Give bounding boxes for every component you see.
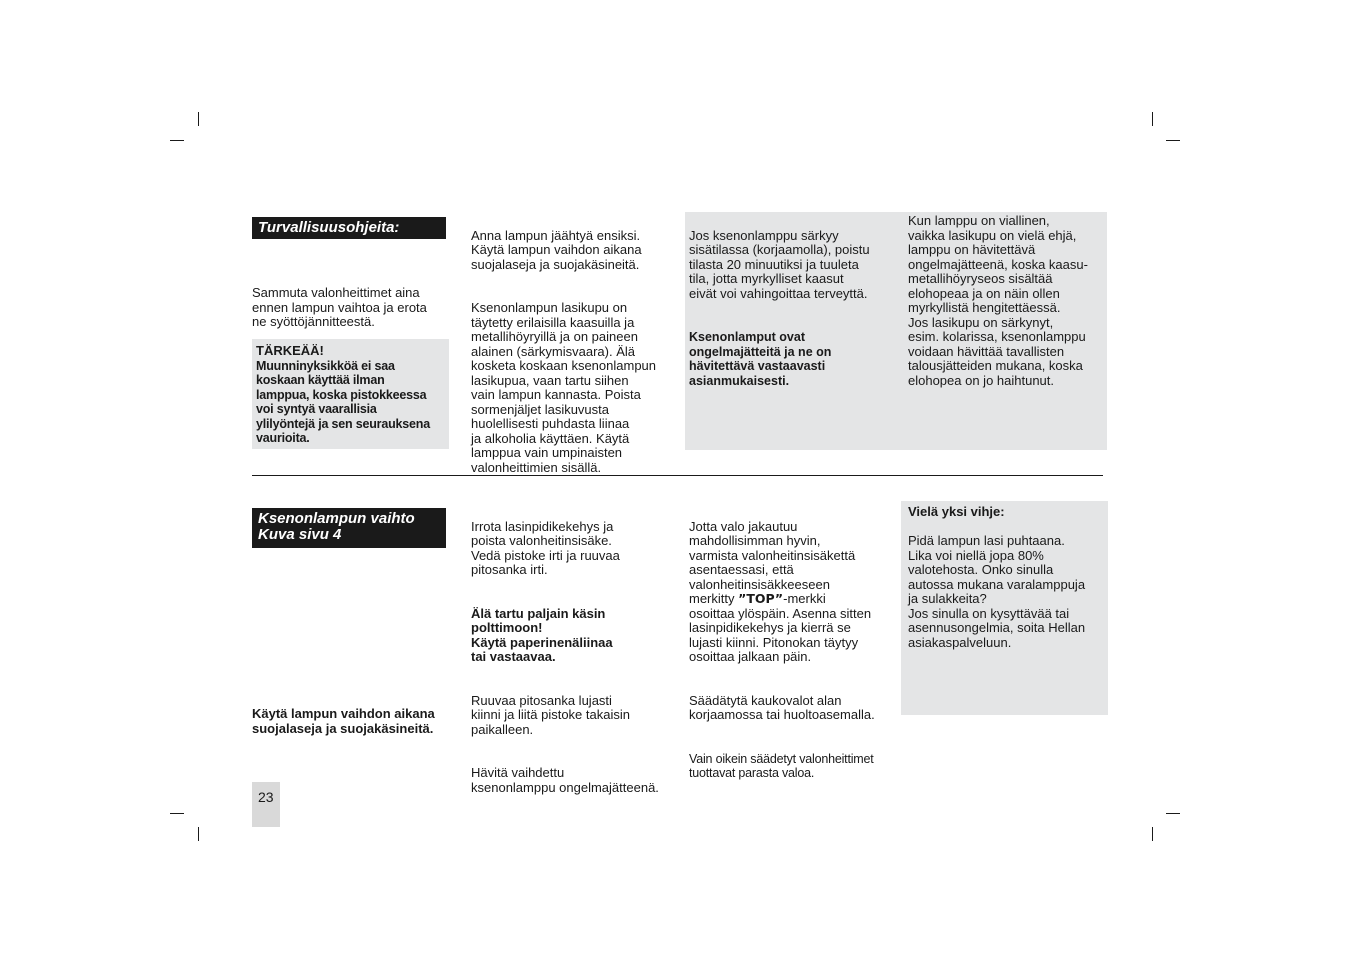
do-not-touch-paragraph: Älä tartu paljain käsin polttimoon! Käytä paperinenäliinaa tai vastaavaa.	[471, 605, 613, 664]
install-insert-text-before: Jotta valo jakautuu mahdollisimman hyvin, varmista valonheitinsisäkettä asentaessasi, että valonheitinsisäkkeeseen merkitty	[689, 518, 856, 606]
install-insert-text-after: -merkki osoittaa ylöspäin. Asenna sitten lasinpidikekehys ja kierrä se lujasti kiinni. Pitonokan täytyy osoittaa jalkaan päin.	[689, 591, 872, 664]
safety-column-2	[471, 214, 676, 490]
crop-mark-bottom-left-vertical	[198, 827, 199, 841]
crop-mark-bottom-left-horizontal	[170, 813, 184, 814]
page-number: 23	[252, 782, 280, 827]
protective-gear-note: Käytä lampun vaihdon aikana suojalaseja ja suojakäsineitä.	[252, 706, 435, 736]
crop-mark-top-right-vertical	[1152, 112, 1153, 126]
section-heading-safety: Turvallisuusohjeita:	[252, 217, 446, 239]
broken-lamp-paragraph: Jos ksenonlamppu särkyy sisätilassa (korjaamolla), poistu tilasta 20 minuutiksi ja tuuleta tila, jotta myrkylliset kaasut eivät voi vahingoittaa terveyttä.	[689, 227, 870, 301]
section-heading-xenon-replacement: Ksenonlampun vaihto Kuva sivu 4	[252, 508, 446, 548]
safety-intro-text: Sammuta valonheittimet aina ennen lampun vaihtoa ja erota ne syöttöjännitteestä.	[252, 285, 427, 329]
section-divider	[252, 475, 1103, 476]
glass-bulb-paragraph: Ksenonlampun lasikupu on täytetty erilaisilla kaasuilla ja metallihöyryillä ja on paineen alainen (särkymisvaara). Älä kosketa koskaan ksenonlampun lasikupua, vaan tartu siihen vain lampun kannasta. Poista sormenjäljet lasikuvusta huolellisesti puhdasta liinaa ja alkoholia käyttäen. Käytä lamppua vain umpinaisten valonheittimien sisällä.	[471, 300, 657, 475]
top-mark-label: ”TOP”	[738, 591, 784, 606]
crop-mark-bottom-right-vertical	[1152, 827, 1153, 841]
crop-mark-bottom-right-horizontal	[1166, 813, 1180, 814]
important-notice-text: Muunninyksikköä ei saa koskaan käyttää ilman lamppua, koska pistokkeessa voi syntyä vaarallisia ylilyöntejä ja sen seurauksena vaurioita.	[256, 358, 430, 445]
tip-box	[901, 501, 1108, 715]
important-notice-box	[252, 339, 449, 449]
safety-column-4: Kun lamppu on viallinen, vaikka lasikupu on vielä ehjä, lamppu on hävitettävä ongelmajätteenä, koska kaasu- metallihöyryseos sisältää elohopeaa ja on näin ollen myrkyllistä hengitettäessä. Jos lasikupu on särkynyt, esim. kolarissa, ksenonlamppu voidaan hävittää tavallisten talousjätteiden mukana, koska elohopea on jo haihtunut.	[908, 213, 1088, 388]
tip-text: Pidä lampun lasi puhtaana. Lika voi niellä jopa 80% valotehosta. Onko sinulla autossa mukana varalamppuja ja sulakkeita? Jos sinulla on kysyttävää tai asennusongelmia, soita Hellan asiakaspalveluun.	[908, 533, 1086, 650]
safety-column-3	[689, 214, 894, 403]
remove-frame-paragraph: Irrota lasinpidikekehys ja poista valonheitinsisäke. Vedä pistoke irti ja ruuvaa pitosanka irti.	[471, 518, 620, 577]
crop-mark-top-left-vertical	[198, 112, 199, 126]
important-notice-title: TÄRKEÄÄ!	[256, 343, 324, 358]
correct-adjustment-paragraph: Vain oikein säädetyt valonheittimet tuottavat parasta valoa.	[689, 751, 874, 780]
install-insert-paragraph	[689, 520, 894, 665]
crop-mark-top-right-horizontal	[1166, 140, 1180, 141]
screw-handle-paragraph: Ruuvaa pitosanka lujasti kiinni ja liitä pistoke takaisin paikalleen.	[471, 692, 630, 737]
tip-title: Vielä yksi vihje:	[908, 504, 1005, 519]
dispose-lamp-paragraph: Hävitä vaihdettu ksenonlamppu ongelmajätteenä.	[471, 765, 659, 795]
crop-mark-top-left-horizontal	[170, 140, 184, 141]
replacement-column-2	[471, 505, 676, 810]
hazardous-waste-paragraph: Ksenonlamput ovat ongelmajätteitä ja ne on hävitettävä vastaavasti asianmukaisesti.	[689, 330, 832, 388]
cooling-paragraph: Anna lampun jäähtyä ensiksi. Käytä lampun vaihdon aikana suojalaseja ja suojakäsineitä.	[471, 227, 642, 272]
adjust-headlights-paragraph: Säädätytä kaukovalot alan korjaamossa tai huoltoasemalla.	[689, 692, 875, 722]
replacement-column-3	[689, 505, 894, 795]
